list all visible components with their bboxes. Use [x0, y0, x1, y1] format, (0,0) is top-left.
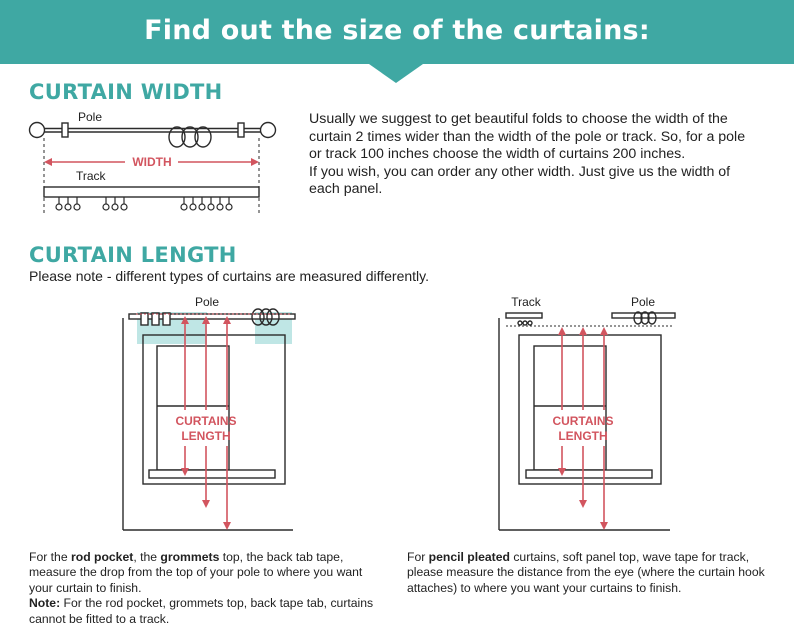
caption-text: curtains, soft panel top, wave tape for track, [509, 550, 750, 564]
curtains-length-label-left-2: LENGTH [181, 429, 231, 443]
caption-line: cannot be fitted to a track. [29, 611, 170, 626]
caption-bold: grommets [160, 550, 220, 564]
right-pole-label: Pole [630, 295, 656, 309]
caption-text: For the [29, 550, 71, 564]
window-sill [526, 470, 652, 478]
rod-pocket-caption [29, 550, 373, 627]
width-explanation-line: each panel. [309, 181, 383, 197]
caption-text: top, the back tab tape, [219, 550, 344, 564]
caption-line: please measure the distance from the eye (where the curtain hook [407, 565, 765, 580]
caption-bold: rod pocket [71, 550, 134, 564]
pole-label: Pole [78, 110, 103, 124]
curtains-length-label-left: CURTAINS [175, 414, 237, 428]
caption-text: , the [133, 550, 161, 564]
length-note: Please note - different types of curtains are measured differently. [29, 268, 429, 284]
pole-bar [612, 313, 675, 318]
caption-note-label: Note: [29, 596, 61, 611]
track-bar [506, 313, 542, 318]
curtains-length-label-right: CURTAINS [552, 414, 614, 428]
curtain-width-heading: CURTAIN WIDTH [29, 80, 223, 104]
track-label: Track [76, 169, 106, 183]
caption-text: For [407, 550, 429, 564]
width-explanation-line: or track 100 inches choose the width of curtains 200 inches. [309, 146, 686, 162]
page-title: Find out the size of the curtains: [144, 15, 650, 46]
caption-bold: pencil pleated [428, 550, 510, 564]
window-pane [534, 346, 606, 470]
caption-text: For the rod pocket, grommets top, back tape tab, curtains [60, 596, 374, 611]
left-pole-label: Pole [194, 295, 220, 309]
caption-line: your curtain to finish. [29, 580, 142, 595]
right-track-label: Track [511, 295, 541, 309]
pencil-pleat-caption [407, 550, 765, 596]
width-label: WIDTH [132, 155, 172, 169]
width-explanation-line: Usually we suggest to get beautiful folds to choose the width of the [309, 111, 728, 127]
caption-line: attaches) to where you want your curtains to finish. [407, 580, 682, 595]
curtains-length-label-right-2: LENGTH [558, 429, 608, 443]
caption-line: measure the drop from the top of your pole to where you want [29, 565, 363, 580]
curtain-length-heading: CURTAIN LENGTH [29, 243, 237, 267]
width-explanation-line: If you wish, you can order any other width. Just give us the width of [309, 163, 731, 180]
width-explanation-line: curtain 2 times wider than the width of the pole or track. So, for a pole [309, 128, 746, 145]
